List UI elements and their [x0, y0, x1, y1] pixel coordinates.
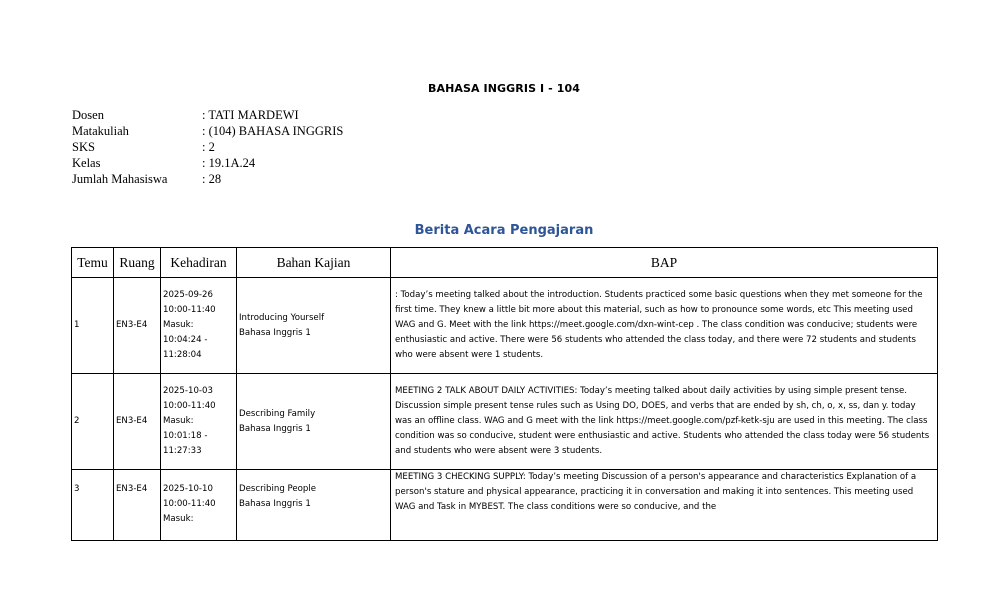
- cell-temu: 1: [72, 278, 114, 374]
- cell-kehadiran: 2025-10-10 10:00-11:40 Masuk:: [161, 470, 237, 541]
- cell-ruang: EN3-E4: [114, 374, 161, 470]
- info-value: : 19.1A.24: [202, 156, 256, 170]
- info-row-sks: [72, 139, 343, 155]
- cell-bap: : Today’s meeting talked about the introduction. Students practiced some basic questions when they met someone for the first time. They knew a little bit more about this material, such as how to pronounce some words, etc This meeting used WAG and G. Meet with the link https://meet.google.com/dxn-wint-cep . The class condition was conducive; students were enthusiastic and active. There were 56 students who attended the class today, and there were 72 students and students who were absent were 1 students.: [391, 278, 938, 374]
- table-row: [72, 278, 938, 374]
- cell-ruang: EN3-E4: [114, 278, 161, 374]
- column-header-temu: Temu: [72, 248, 114, 278]
- table-header-row: [72, 248, 938, 278]
- info-row-kelas: [72, 155, 343, 171]
- info-row-jumlah-mahasiswa: [72, 171, 343, 187]
- info-label: SKS: [72, 140, 95, 154]
- info-value: : 2: [202, 140, 215, 154]
- column-header-ruang: Ruang: [114, 248, 161, 278]
- page-title: BAHASA INGGRIS I - 104: [427, 82, 581, 95]
- cell-temu: 2: [72, 374, 114, 470]
- section-title: Berita Acara Pengajaran: [414, 223, 594, 238]
- column-header-kehadiran: Kehadiran: [161, 248, 237, 278]
- info-value: : (104) BAHASA INGGRIS: [202, 124, 344, 138]
- cell-bap: MEETING 3 CHECKING SUPPLY: Today’s meeting Discussion of a person's appearance and characteristics Explanation of a person's stature and physical appearance, practicing it in conversation and making it into sentences. This meeting used WAG and Task in MYBEST. The class conditions were so conducive, and the: [391, 470, 938, 541]
- info-label: Matakuliah: [72, 124, 129, 138]
- course-info: [72, 107, 343, 187]
- column-header-bahan-kajian: Bahan Kajian: [237, 248, 391, 278]
- cell-ruang: EN3-E4: [114, 470, 161, 541]
- table-row: [72, 470, 938, 541]
- bap-table: [71, 247, 938, 541]
- info-label: Kelas: [72, 156, 101, 170]
- cell-temu: 3: [72, 470, 114, 541]
- cell-bap: MEETING 2 TALK ABOUT DAILY ACTIVITIES: Today’s meeting talked about daily activities by using simple present tense. Discussion simple present tense rules such as Using DO, DOES, and verbs that are ended by sh, ch, o, x, ss, dan y. today was an offline class. WAG and G meet with the link https://meet.google.com/pzf-ketk-sju are used in this meeting. The class condition was so conducive, student were enthusiastic and active. Students who attended the class today were 56 students and students who were absent were 3 students.: [391, 374, 938, 470]
- cell-kehadiran: 2025-09-26 10:00-11:40 Masuk: 10:04:24 - 11:28:04: [161, 278, 237, 374]
- cell-kehadiran: 2025-10-03 10:00-11:40 Masuk: 10:01:18 - 11:27:33: [161, 374, 237, 470]
- info-value: : TATI MARDEWI: [202, 108, 299, 122]
- info-row-matakuliah: [72, 123, 343, 139]
- info-label: Jumlah Mahasiswa: [72, 172, 168, 186]
- cell-bahan-kajian: Introducing Yourself Bahasa Inggris 1: [237, 278, 391, 374]
- table-row: [72, 374, 938, 470]
- info-value: : 28: [202, 172, 222, 186]
- info-row-dosen: [72, 107, 343, 123]
- cell-bahan-kajian: Describing Family Bahasa Inggris 1: [237, 374, 391, 470]
- info-label: Dosen: [72, 108, 104, 122]
- cell-bahan-kajian: Describing People Bahasa Inggris 1: [237, 470, 391, 541]
- column-header-bap: BAP: [391, 248, 938, 278]
